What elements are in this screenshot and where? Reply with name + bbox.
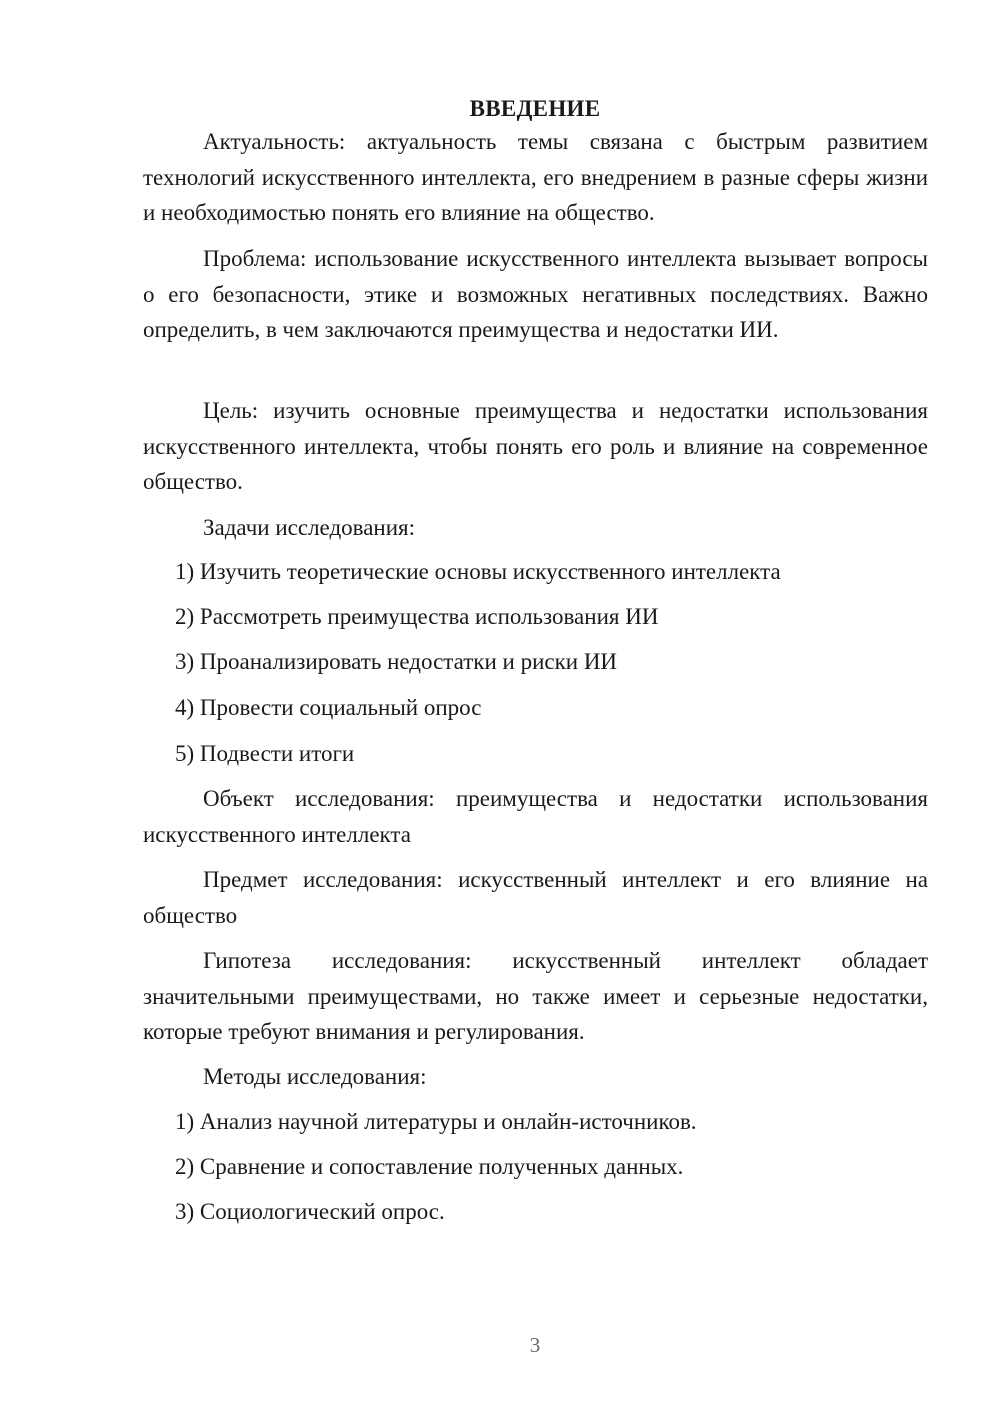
tasks-heading: Задачи исследования: bbox=[203, 515, 416, 540]
method-item-3: 3) Социологический опрос. bbox=[175, 1199, 445, 1224]
object-paragraph: Объект исследования: преимущества и недостатки использования искусственного интеллекта bbox=[143, 786, 928, 847]
task-item-5: 5) Подвести итоги bbox=[175, 741, 355, 766]
task-item-3: 3) Проанализировать недостатки и риски ИИ bbox=[175, 649, 618, 674]
subject-paragraph: Предмет исследования: искусственный интеллект и его влияние на общество bbox=[143, 867, 928, 928]
task-item-1: 1) Изучить теоретические основы искусственного интеллекта bbox=[175, 559, 781, 584]
task-item-4: 4) Провести социальный опрос bbox=[175, 695, 482, 720]
methods-heading: Методы исследования: bbox=[203, 1064, 427, 1089]
goal-paragraph: Цель: изучить основные преимущества и недостатки использования искусственного интеллекта, чтобы понять его роль и влияние на современное общество. bbox=[143, 398, 928, 494]
method-item-1: 1) Анализ научной литературы и онлайн-источников. bbox=[175, 1109, 697, 1134]
method-item-2: 2) Сравнение и сопоставление полученных данных. bbox=[175, 1154, 684, 1179]
task-item-2: 2) Рассмотреть преимущества использования ИИ bbox=[175, 604, 659, 629]
page-title: ВВЕДЕНИЕ bbox=[469, 96, 601, 121]
relevance-paragraph: Актуальность: актуальность темы связана с быстрым развитием технологий искусственного интеллекта, его внедрением в разные сферы жизни и необходимостью понять его влияние на общество. bbox=[143, 129, 928, 225]
problem-paragraph: Проблема: использование искусственного интеллекта вызывает вопросы о его безопасности, этике и возможных негативных последствиях. Важно определить, в чем заключаются преимущества и недостатки ИИ. bbox=[143, 246, 928, 342]
page-number: 3 bbox=[529, 1333, 541, 1357]
hypothesis-paragraph: Гипотеза исследования: искусственный интеллект обладает значительными преимуществами, но также имеет и серьезные недостатки, которые требуют внимания и регулирования. bbox=[143, 948, 928, 1044]
